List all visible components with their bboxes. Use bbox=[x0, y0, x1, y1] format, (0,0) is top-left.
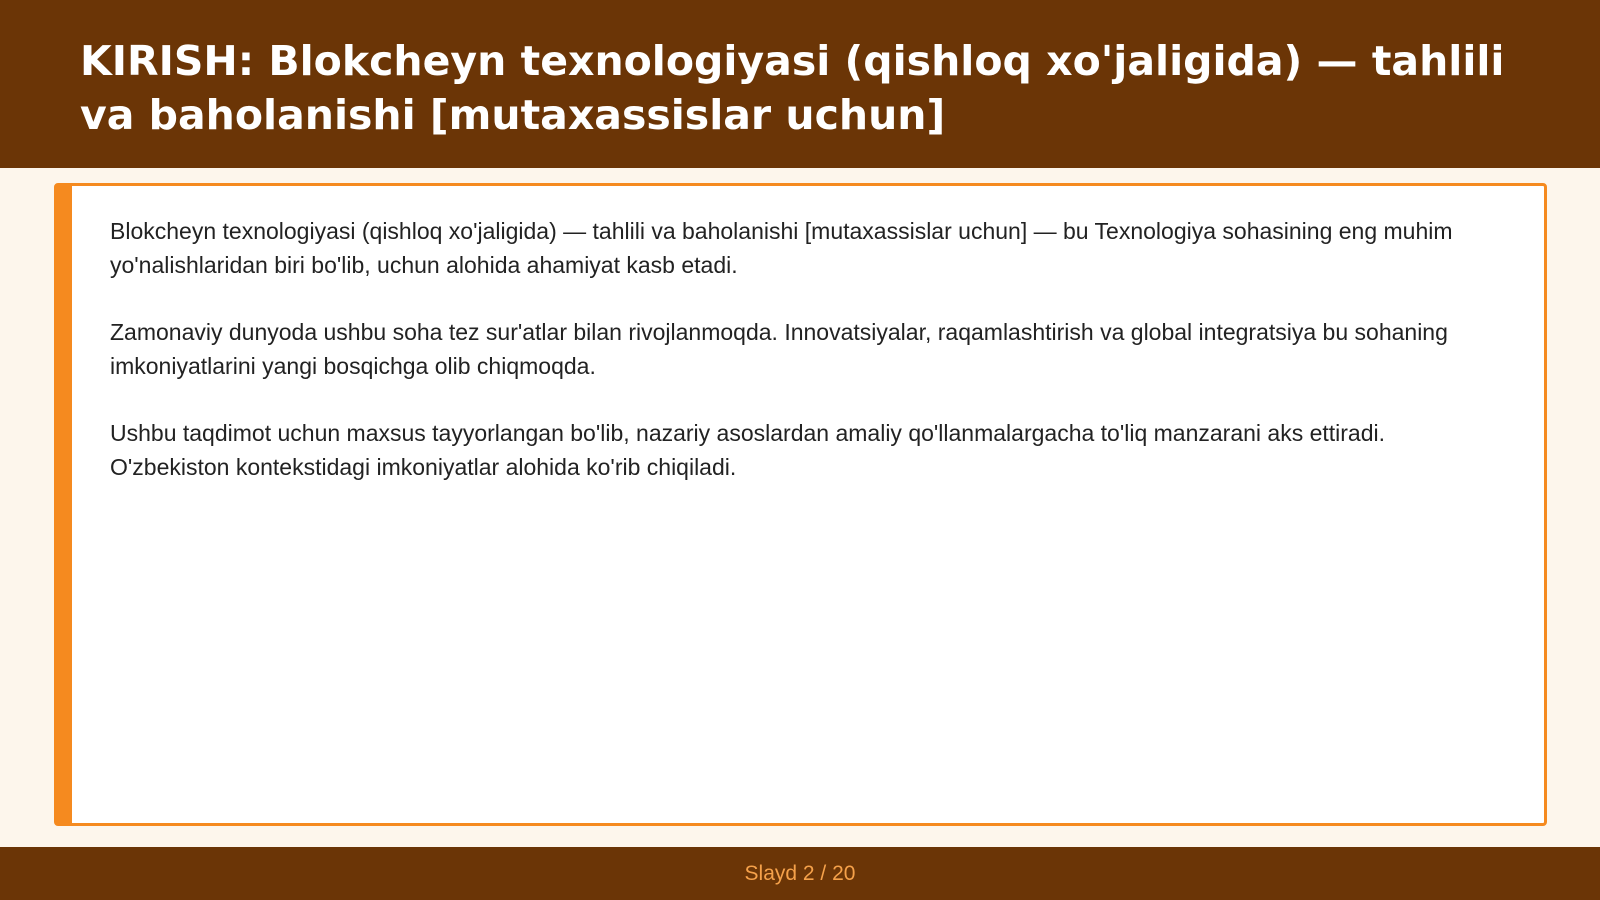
slide-counter: Slayd 2 / 20 bbox=[744, 861, 856, 885]
content-card bbox=[54, 183, 1547, 826]
purpose-paragraph: Ushbu taqdimot uchun maxsus tayyorlangan bo'lib, nazariy asoslardan amaliy qo'llanmalargacha to'liq manzarani aks ettiradi. O'zbekiston kontekstidagi imkoniyatlar alohida ko'rib chiqiladi. bbox=[110, 420, 1386, 480]
intro-paragraph: Blokcheyn texnologiyasi (qishloq xo'jaligida) — tahlili va baholanishi [mutaxassislar uchun] — bu Texnologiya sohasining eng muhim yo'nalishlaridan biri bo'lib, uchun alohida ahamiyat kasb etadi. bbox=[110, 218, 1453, 278]
context-paragraph: Zamonaviy dunyoda ushbu soha tez sur'atlar bilan rivojlanmoqda. Innovatsiyalar, raqamlashtirish va global integratsiya bu sohaning imkoniyatlarini yangi bosqichga olib chiqmoqda. bbox=[110, 319, 1448, 379]
slide-title: KIRISH: Blokcheyn texnologiyasi (qishloq xo'jaligida) — tahlili va baholanishi [mutaxassislar uchun] bbox=[80, 37, 1505, 139]
slide-header bbox=[0, 0, 1600, 168]
slide-footer bbox=[0, 847, 1600, 900]
